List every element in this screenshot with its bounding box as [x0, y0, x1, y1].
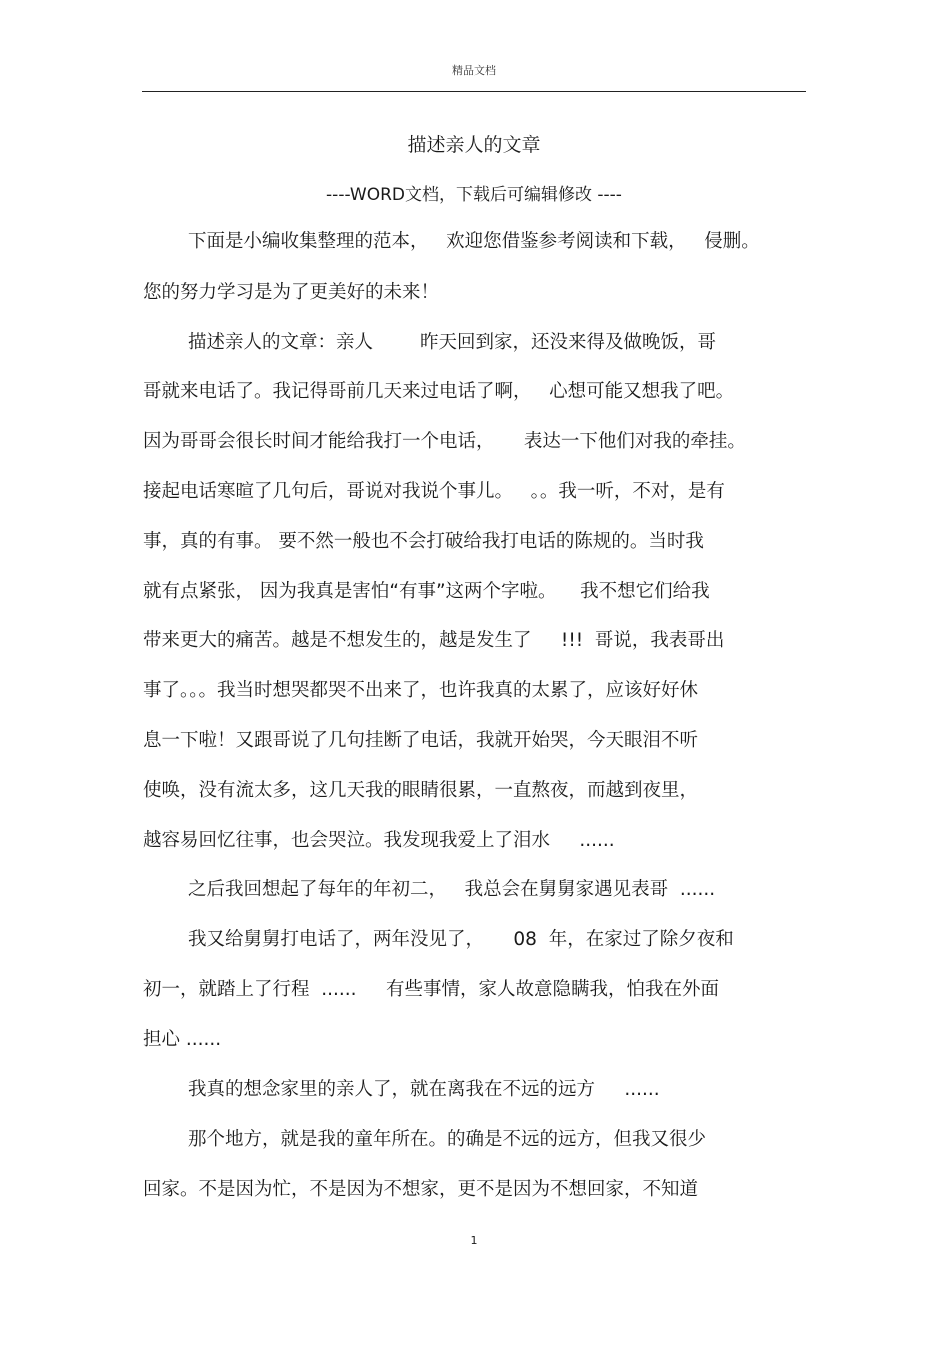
text-line: 那个地方，就是我的童年所在。的确是不远的远方，但我又很少 — [188, 1129, 707, 1150]
text-line: 回家。不是因为忙，不是因为不想家，更不是因为不想回家，不知道 — [143, 1179, 699, 1200]
header-label: 精品文档 — [452, 64, 496, 77]
text-line: 接起电话寒暄了几句后，哥说对我说个事儿。 。。我一听，不对，是有 — [143, 481, 725, 502]
text-line: 带来更大的痛苦。越是不想发生的，越是发生了 !!! 哥说，我表哥出 — [143, 630, 725, 651]
header-divider — [142, 91, 806, 92]
text-line: 越容易回忆往事，也会哭泣。我发现我爱上了泪水 ...... — [143, 830, 615, 851]
text-line: 我真的想念家里的亲人了，就在离我在不远的远方 ...... — [188, 1079, 660, 1100]
text-line: 事了。。。我当时想哭都哭不出来了，也许我真的太累了，应该好好休 — [143, 680, 699, 701]
page-number: 1 — [470, 1234, 478, 1247]
text-line: 因为哥哥会很长时间才能给我打一个电话， 表达一下他们对我的牵挂。 — [143, 431, 746, 452]
text-line: 下面是小编收集整理的范本， 欢迎您借鉴参考阅读和下载， 侵删。 — [188, 231, 760, 252]
text-line: 之后我回想起了每年的年初二， 我总会在舅舅家遇见表哥 ...... — [188, 879, 716, 900]
text-line: 使唤，没有流太多，这几天我的眼睛很累，一直熬夜，而越到夜里， — [143, 780, 699, 801]
text-line: 哥就来电话了。我记得哥前几天来过电话了啊， 心想可能又想我了吧。 — [143, 381, 735, 402]
text-line: 我又给舅舅打电话了，两年没见了， 08 年，在家过了除夕夜和 — [188, 929, 734, 950]
text-line: 初一，就踏上了行程 ...... 有些事情，家人故意隐瞒我，怕我在外面 — [143, 979, 719, 1000]
document-subtitle: ----WORD文档，下载后可编辑修改 ---- — [326, 185, 622, 205]
text-line: 您的努力学习是为了更美好的未来！ — [143, 282, 440, 303]
text-line: 就有点紧张， 因为我真是害怕“有事”这两个字啦。 我不想它们给我 — [143, 581, 710, 602]
text-line: 事，真的有事。 要不然一般也不会打破给我打电话的陈规的。当时我 — [143, 531, 704, 552]
text-line: 描述亲人的文章：亲人 昨天回到家，还没来得及做晚饭，哥 — [188, 332, 717, 353]
text-line: 担心 ...... — [143, 1029, 222, 1050]
document-title: 描述亲人的文章 — [407, 134, 541, 156]
text-line: 息一下啦！又跟哥说了几句挂断了电话，我就开始哭，今天眼泪不听 — [143, 730, 699, 751]
